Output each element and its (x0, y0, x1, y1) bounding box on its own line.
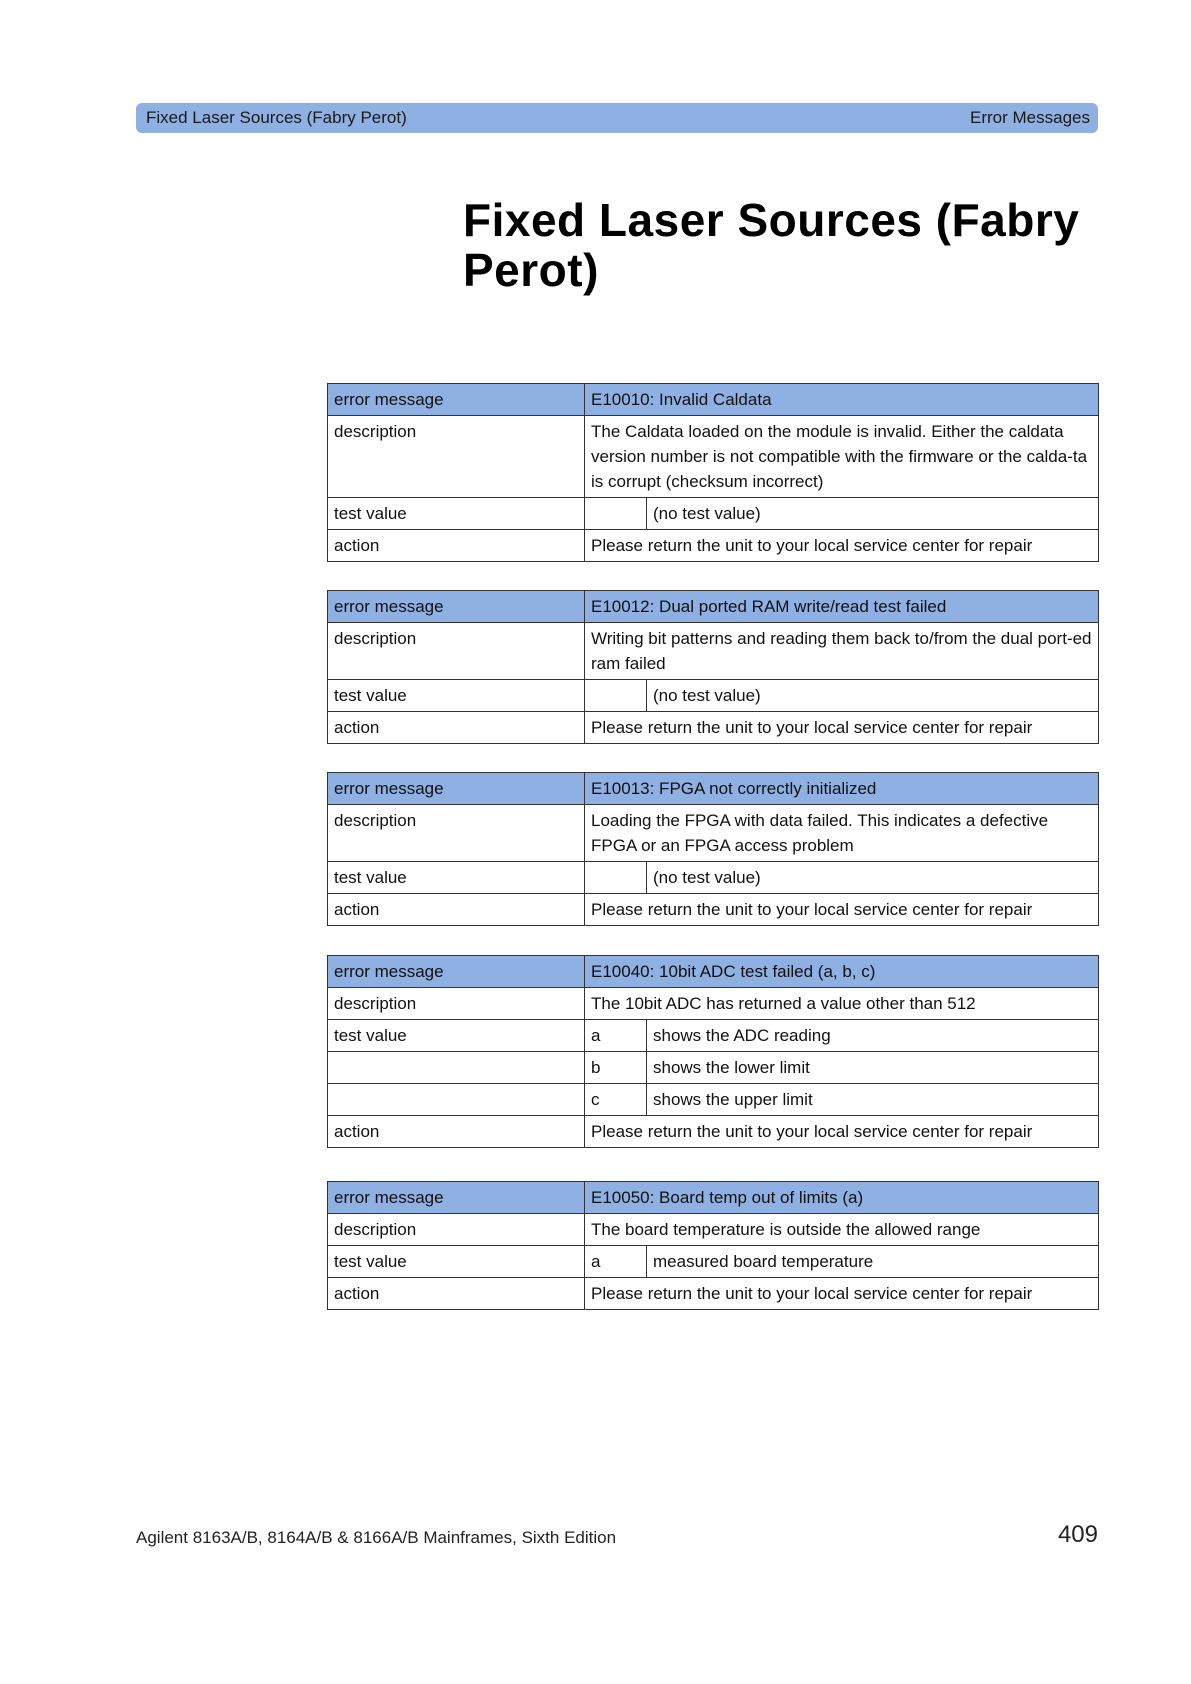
test-value-key (585, 498, 647, 530)
error-code: E10040: 10bit ADC test failed (a, b, c) (585, 956, 1099, 988)
table-row (328, 416, 1099, 498)
description-text: Writing bit patterns and reading them back to/from the dual port-ed ram failed (585, 623, 1099, 680)
action-text: Please return the unit to your local service center for repair (585, 894, 1099, 926)
table-row (328, 1246, 1099, 1278)
header-chapter-title: Error Messages (970, 108, 1090, 127)
test-value-label: test value (328, 1246, 585, 1278)
description-text: Loading the FPGA with data failed. This indicates a defective FPGA or an FPGA access problem (585, 805, 1099, 862)
footer-manual-title: Agilent 8163A/B, 8164A/B & 8166A/B Mainframes, Sixth Edition (136, 1528, 617, 1547)
test-value-label: test value (328, 680, 585, 712)
test-value-text: shows the upper limit (647, 1084, 1099, 1116)
action-label: action (328, 1278, 585, 1310)
table-row (328, 680, 1099, 712)
test-value-key: a (585, 1020, 647, 1052)
table-row (328, 530, 1099, 562)
test-value-key: c (585, 1084, 647, 1116)
table-row (328, 1278, 1099, 1310)
test-value-label-empty (328, 1084, 585, 1116)
action-label: action (328, 530, 585, 562)
error-code: E10010: Invalid Caldata (585, 384, 1099, 416)
error-table-e10012 (327, 590, 1099, 744)
table-row (328, 1020, 1099, 1052)
table-row (328, 862, 1099, 894)
table-row (328, 1052, 1099, 1084)
description-label: description (328, 416, 585, 498)
error-code: E10050: Board temp out of limits (a) (585, 1182, 1099, 1214)
running-header (136, 103, 1098, 133)
error-table-e10050 (327, 1181, 1099, 1310)
action-text: Please return the unit to your local service center for repair (585, 712, 1099, 744)
error-code: E10012: Dual ported RAM write/read test failed (585, 591, 1099, 623)
table-row (328, 1084, 1099, 1116)
description-text: The Caldata loaded on the module is invalid. Either the caldata version number is not compatible with the firmware or the calda-ta is corrupt (checksum incorrect) (585, 416, 1099, 498)
description-text: The 10bit ADC has returned a value other than 512 (585, 988, 1099, 1020)
table-row (328, 988, 1099, 1020)
test-value-text: measured board temperature (647, 1246, 1099, 1278)
table-row (328, 1214, 1099, 1246)
page-number: 409 (1057, 1521, 1098, 1548)
table-row (328, 623, 1099, 680)
description-label: description (328, 805, 585, 862)
test-value-key: b (585, 1052, 647, 1084)
action-text: Please return the unit to your local service center for repair (585, 530, 1099, 562)
test-value-label-empty (328, 1052, 585, 1084)
error-message-label: error message (328, 1182, 585, 1214)
test-value-key: a (585, 1246, 647, 1278)
table-row (328, 805, 1099, 862)
action-label: action (328, 894, 585, 926)
error-message-label: error message (328, 591, 585, 623)
test-value-key (585, 862, 647, 894)
test-value-text: (no test value) (647, 680, 1099, 712)
test-value-key (585, 680, 647, 712)
error-message-label: error message (328, 384, 585, 416)
page-title: Fixed Laser Sources (Fabry Perot) (463, 194, 1080, 296)
action-label: action (328, 1116, 585, 1148)
test-value-text: shows the ADC reading (647, 1020, 1099, 1052)
action-text: Please return the unit to your local service center for repair (585, 1116, 1099, 1148)
test-value-label: test value (328, 1020, 585, 1052)
action-text: Please return the unit to your local service center for repair (585, 1278, 1099, 1310)
error-message-label: error message (328, 773, 585, 805)
header-section-title: Fixed Laser Sources (Fabry Perot) (146, 108, 407, 127)
table-row (328, 1182, 1099, 1214)
error-code: E10013: FPGA not correctly initialized (585, 773, 1099, 805)
description-label: description (328, 623, 585, 680)
table-row (328, 591, 1099, 623)
table-row (328, 498, 1099, 530)
test-value-text: shows the lower limit (647, 1052, 1099, 1084)
test-value-text: (no test value) (647, 862, 1099, 894)
table-row (328, 894, 1099, 926)
description-label: description (328, 988, 585, 1020)
description-text: The board temperature is outside the allowed range (585, 1214, 1099, 1246)
error-table-e10010 (327, 383, 1099, 562)
test-value-text: (no test value) (647, 498, 1099, 530)
table-row (328, 384, 1099, 416)
table-row (328, 1116, 1099, 1148)
error-table-e10040 (327, 955, 1099, 1148)
test-value-label: test value (328, 498, 585, 530)
table-row (328, 773, 1099, 805)
table-row (328, 712, 1099, 744)
test-value-label: test value (328, 862, 585, 894)
error-table-e10013 (327, 772, 1099, 926)
error-message-label: error message (328, 956, 585, 988)
table-row (328, 956, 1099, 988)
description-label: description (328, 1214, 585, 1246)
action-label: action (328, 712, 585, 744)
